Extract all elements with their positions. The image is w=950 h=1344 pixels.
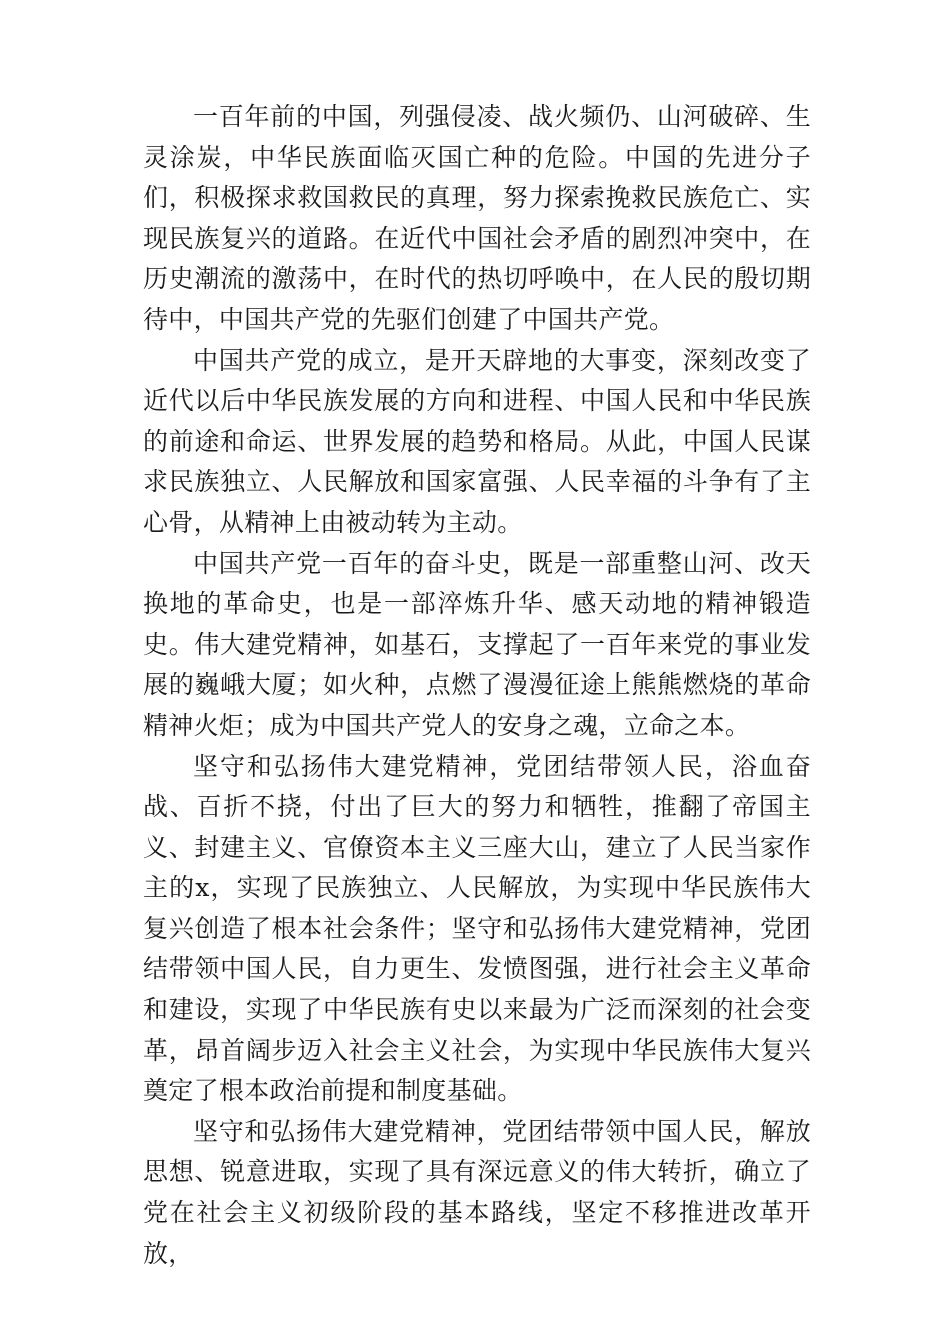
paragraph: 中国共产党一百年的奋斗史，既是一部重整山河、改天换地的革命史，也是一部淬炼升华、感天动地的精神锻造史。伟大建党精神，如基石，支撑起了一百年来党的事业发展的巍峨大厦；如火种，点燃了漫漫征途上熊熊燃烧的革命精神火炬；成为中国共产党人的安身之魂，立命之本。 <box>143 548 811 740</box>
paragraph: 坚守和弘扬伟大建党精神，党团结带领人民，浴血奋战、百折不挠，付出了巨大的努力和牺牲，推翻了帝国主义、封建主义、官僚资本主义三座大山，建立了人民当家作主的x，实现了民族独立、人民解放，为实现中华民族伟大复兴创造了根本社会条件；坚守和弘扬伟大建党精神，党团结带领中国人民，自力更生、发愤图强，进行社会主义革命和建设，实现了中华民族有史以来最为广泛而深刻的社会变革，昂首阔步迈入社会主义社会，为实现中华民族伟大复兴奠定了根本政治前提和制度基础。 <box>143 751 811 1106</box>
document-page <box>143 97 811 1274</box>
paragraph: 中国共产党的成立，是开天辟地的大事变，深刻改变了近代以后中华民族发展的方向和进程、中国人民和中华民族的前途和命运、世界发展的趋势和格局。从此，中国人民谋求民族独立、人民解放和国家富强、人民幸福的斗争有了主心骨，从精神上由被动转为主动。 <box>143 345 811 537</box>
paragraph: 一百年前的中国，列强侵凌、战火频仍、山河破碎、生灵涂炭，中华民族面临灭国亡种的危险。中国的先进分子们，积极探求救国救民的真理，努力探索挽救民族危亡、实现民族复兴的道路。在近代中国社会矛盾的剧烈冲突中，在历史潮流的激荡中，在时代的热切呼唤中，在人民的殷切期待中，中国共产党的先驱们创建了中国共产党。 <box>143 102 811 334</box>
paragraph: 坚守和弘扬伟大建党精神，党团结带领中国人民，解放思想、锐意进取，实现了具有深远意义的伟大转折，确立了党在社会主义初级阶段的基本路线，坚定不移推进改革开放， <box>143 1116 811 1268</box>
